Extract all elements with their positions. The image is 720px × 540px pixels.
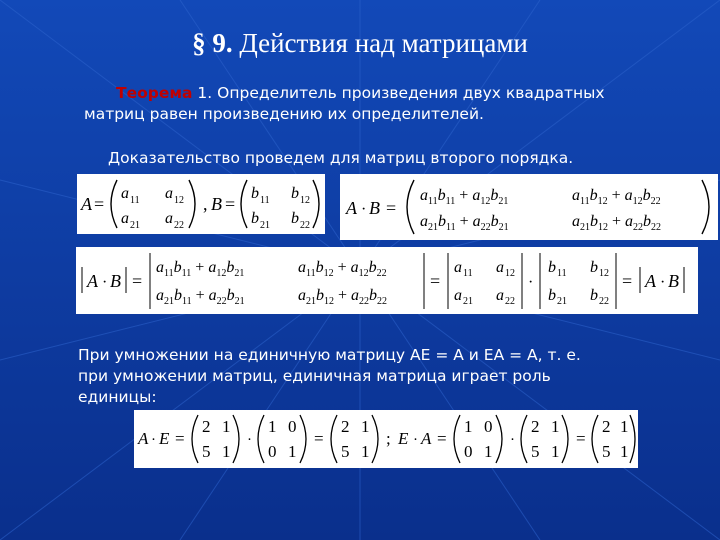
identity-line-2: при умножении матриц, единичная матрица играет роль xyxy=(78,367,551,385)
svg-text:A: A xyxy=(87,271,98,291)
svg-text:11: 11 xyxy=(557,268,567,279)
svg-text:1: 1 xyxy=(361,442,370,461)
svg-text:a21b11 + a22b21: $a_{21}b_{11} + a_{22}b_{21}$ xyxy=(156,287,245,307)
svg-text:1: 1 xyxy=(464,417,473,436)
svg-text:·: · xyxy=(510,432,515,448)
svg-text:,: , xyxy=(203,194,208,214)
svg-text:A: A xyxy=(645,271,656,291)
svg-text:=: = xyxy=(386,198,397,218)
svg-text:a: a xyxy=(454,259,462,276)
theorem-word: Теорема xyxy=(116,84,193,102)
svg-text:5: 5 xyxy=(202,442,211,461)
svg-text:0: 0 xyxy=(288,417,297,436)
svg-text:22: 22 xyxy=(505,296,515,307)
section-number: § 9. xyxy=(192,28,233,58)
svg-text:12: 12 xyxy=(174,195,184,206)
svg-text:a11b12 + a12b22: $a_{11}b_{12} + a_{12}b_{22}$ xyxy=(572,187,661,207)
formula-identity-example xyxy=(134,410,638,468)
svg-text:21: 21 xyxy=(557,296,567,307)
svg-text:a: a xyxy=(165,210,173,227)
svg-text:=: = xyxy=(430,271,441,291)
svg-text:a21b12 + a22b22: $a_{21}b_{12} + a_{22}b_{22}$ xyxy=(572,213,662,233)
svg-text:=: = xyxy=(437,429,447,448)
svg-text:·: · xyxy=(247,432,252,448)
svg-text:B: B xyxy=(211,194,222,214)
svg-text:12: 12 xyxy=(505,268,515,279)
svg-text:=: = xyxy=(622,271,633,291)
formula-determinant xyxy=(76,247,698,314)
svg-text:=: = xyxy=(132,271,143,291)
svg-text:1: 1 xyxy=(484,442,493,461)
svg-text:a: a xyxy=(121,210,129,227)
identity-line-3: единицы: xyxy=(78,388,157,406)
formula-a-b xyxy=(77,174,325,234)
svg-text:1: 1 xyxy=(288,442,297,461)
formula-product xyxy=(340,174,718,240)
svg-text:11: 11 xyxy=(130,195,140,206)
svg-text:b: b xyxy=(291,210,299,227)
svg-text:·: · xyxy=(660,274,666,291)
svg-text:·: · xyxy=(102,274,108,291)
svg-text:A: A xyxy=(346,198,357,218)
theorem-text-2: матриц равен произведению их определителей. xyxy=(84,105,484,123)
svg-text:1: 1 xyxy=(620,417,629,436)
svg-text:1: 1 xyxy=(551,417,560,436)
svg-text:b: b xyxy=(251,185,259,202)
svg-text:a: a xyxy=(165,185,173,202)
svg-text:5: 5 xyxy=(602,442,611,461)
svg-text:·: · xyxy=(413,432,418,448)
svg-text:11: 11 xyxy=(463,268,473,279)
svg-text:1: 1 xyxy=(222,442,231,461)
proof-text: Доказательство проведем для матриц второго порядка. xyxy=(108,149,574,167)
svg-text:1: 1 xyxy=(361,417,370,436)
svg-text:21: 21 xyxy=(463,296,473,307)
svg-text:b: b xyxy=(548,259,556,276)
svg-text:B: B xyxy=(110,271,121,291)
svg-text:21: 21 xyxy=(260,220,270,231)
svg-text:1: 1 xyxy=(551,442,560,461)
svg-text:22: 22 xyxy=(599,296,609,307)
svg-text:B: B xyxy=(369,198,380,218)
svg-text:;: ; xyxy=(386,429,391,448)
svg-text:a21b12 + a22b22: $a_{21}b_{12} + a_{22}b_{22}$ xyxy=(298,287,388,307)
svg-text:=: = xyxy=(94,194,105,214)
svg-text:1: 1 xyxy=(620,442,629,461)
svg-text:=: = xyxy=(175,429,185,448)
svg-text:1: 1 xyxy=(268,417,277,436)
svg-text:2: 2 xyxy=(202,417,211,436)
svg-text:0: 0 xyxy=(464,442,473,461)
svg-text:12: 12 xyxy=(300,195,310,206)
svg-text:E: E xyxy=(398,429,409,448)
svg-text:·: · xyxy=(151,432,156,448)
title-text: Действия над матрицами xyxy=(239,28,528,58)
slide-title xyxy=(0,28,720,59)
svg-text:a: a xyxy=(496,259,504,276)
svg-text:b: b xyxy=(590,259,598,276)
svg-text:0: 0 xyxy=(484,417,493,436)
svg-text:a21b11 + a22b21: $a_{21}b_{11} + a_{22}b_{21}$ xyxy=(420,213,509,233)
svg-text:22: 22 xyxy=(174,220,184,231)
svg-text:2: 2 xyxy=(602,417,611,436)
svg-text:5: 5 xyxy=(531,442,540,461)
svg-text:A: A xyxy=(138,429,149,448)
svg-text:E: E xyxy=(159,429,170,448)
svg-text:B: B xyxy=(668,271,679,291)
svg-text:2: 2 xyxy=(531,417,540,436)
svg-text:a: a xyxy=(121,185,129,202)
svg-text:2: 2 xyxy=(341,417,350,436)
svg-text:21: 21 xyxy=(130,220,140,231)
svg-text:·: · xyxy=(361,201,367,218)
svg-text:12: 12 xyxy=(599,268,609,279)
svg-text:=: = xyxy=(225,194,236,214)
svg-text:b: b xyxy=(548,287,556,304)
theorem-number: 1. xyxy=(197,84,213,102)
svg-text:b: b xyxy=(590,287,598,304)
svg-text:1: 1 xyxy=(222,417,231,436)
svg-text:a11b11 + a12b21: $a_{11}b_{11} + a_{12}b_{21}$ xyxy=(420,187,509,207)
svg-text:A: A xyxy=(421,429,432,448)
identity-line-1: При умножении на единичную матрицу AE = A и EA = A, т. е. xyxy=(78,346,581,364)
svg-text:a11b12 + a12b22: $a_{11}b_{12} + a_{12}b_{22}$ xyxy=(298,259,387,279)
svg-text:22: 22 xyxy=(300,220,310,231)
theorem-line-1 xyxy=(116,83,605,104)
svg-text:11: 11 xyxy=(260,195,270,206)
svg-text:b: b xyxy=(291,185,299,202)
svg-text:b: b xyxy=(251,210,259,227)
svg-text:a: a xyxy=(454,287,462,304)
svg-text:a11b11 + a12b21: $a_{11}b_{11} + a_{12}b_{21}$ xyxy=(156,259,245,279)
svg-text:0: 0 xyxy=(268,442,277,461)
svg-text:5: 5 xyxy=(341,442,350,461)
svg-text:=: = xyxy=(314,429,324,448)
svg-text:A: A xyxy=(81,194,92,214)
svg-text:a: a xyxy=(496,287,504,304)
svg-text:·: · xyxy=(528,274,534,291)
theorem-text-1: Определитель произведения двух квадратных xyxy=(217,84,605,102)
svg-text:=: = xyxy=(576,429,586,448)
